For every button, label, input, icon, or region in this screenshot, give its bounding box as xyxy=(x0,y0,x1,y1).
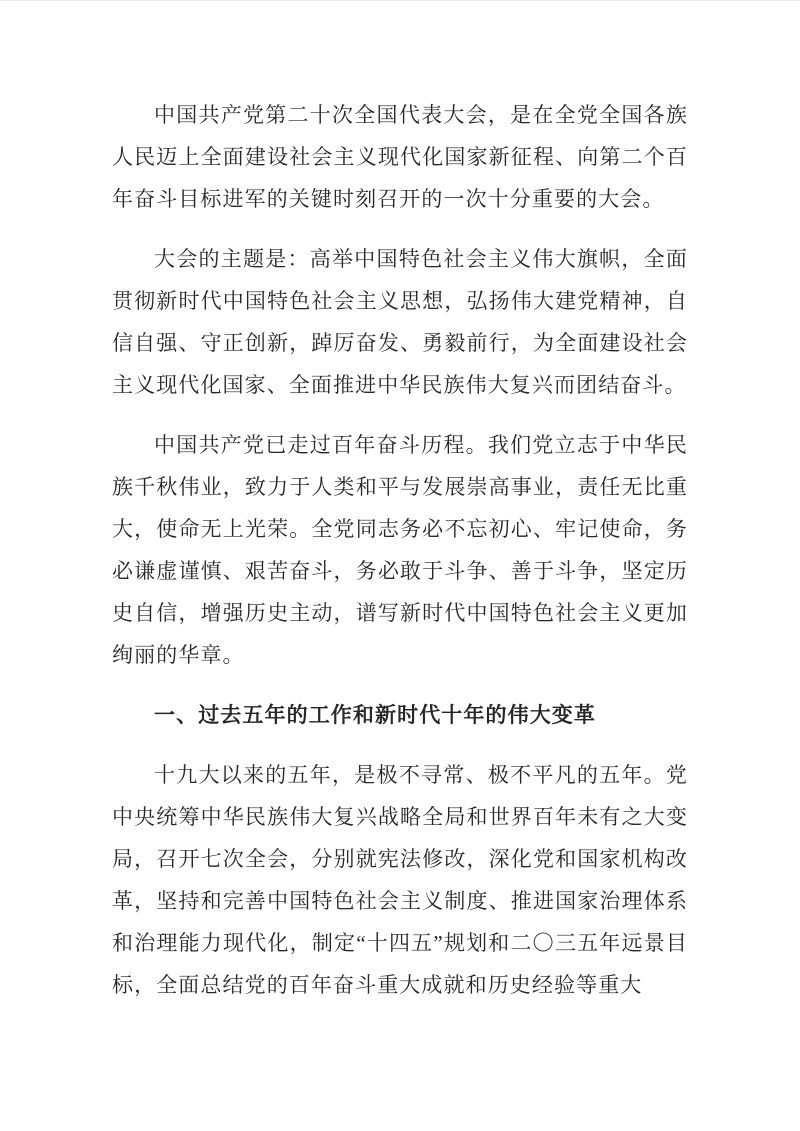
section-heading: 一、过去五年的工作和新时代十年的伟大变革 xyxy=(154,703,596,727)
paragraph-century-journey: 中国共产党已走过百年奋斗历程。我们党立志于中华民族千秋伟业，致力于人类和平与发展崇高事业，责任无比重大，使命无上光荣。全党同志务必不忘初心、牢记使命，务必谦虚谨慎、艰苦奋斗，务必敢于斗争、善于斗争，坚定历史自信，增强历史主动，谱写新时代中国特色社会主义更加绚丽的华章。 xyxy=(112,433,688,667)
paragraph-five-years: 十九大以来的五年，是极不寻常、极不平凡的五年。党中央统筹中华民族伟大复兴战略全局和世界百年未有之大变局，召开七次全会，分别就宪法修改，深化党和国家机构改革，坚持和完善中国特色社会主义制度、推进国家治理体系和治理能力现代化，制定“十四五”规划和二〇三五年远景目标，全面总结党的百年奋斗重大成就和历史经验等重大 xyxy=(112,763,688,997)
paragraph-intro-congress: 中国共产党第二十次全国代表大会，是在全党全国各族人民迈上全面建设社会主义现代化国家新征程、向第二个百年奋斗目标进军的关键时刻召开的一次十分重要的大会。 xyxy=(112,103,688,211)
paragraph-congress-theme: 大会的主题是：高举中国特色社会主义伟大旗帜，全面贯彻新时代中国特色社会主义思想，弘扬伟大建党精神，自信自强、守正创新，踔厉奋发、勇毅前行，为全面建设社会主义现代化国家、全面推进中华民族伟大复兴而团结奋斗。 xyxy=(112,247,688,397)
page-top-edge xyxy=(0,0,800,1)
document-content xyxy=(112,94,688,1006)
